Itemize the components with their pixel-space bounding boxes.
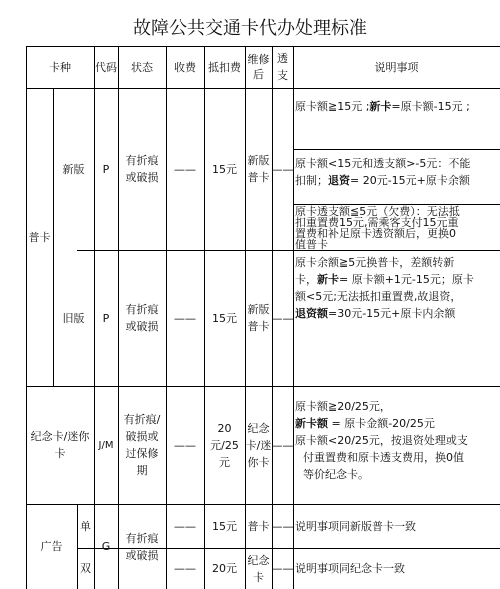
code-old: P bbox=[102, 311, 110, 325]
overdraft-new: —— bbox=[272, 162, 293, 176]
sub-new: 新版 bbox=[62, 162, 85, 176]
header-explanation: 说明事项 bbox=[374, 60, 419, 74]
header-deduct: 抵扣费 bbox=[208, 60, 241, 74]
sub-old: 旧版 bbox=[62, 311, 85, 325]
overdraft-jinian: —— bbox=[272, 438, 293, 452]
header-code: 代码 bbox=[95, 60, 117, 74]
page-title: 故障公共交通卡代办处理标准 bbox=[133, 18, 367, 39]
header-fee: 收费 bbox=[174, 60, 196, 74]
fee-single: —— bbox=[174, 519, 196, 533]
type-guanggao: 广告 bbox=[40, 540, 63, 553]
status-guanggao: 有折痕 或破损 bbox=[125, 531, 159, 562]
header-status: 状态 bbox=[131, 60, 153, 74]
type-jinian: 纪念卡/迷你 卡 bbox=[30, 430, 90, 460]
status-jinian: 有折痕/ 破损或 过保修 期 bbox=[123, 413, 161, 477]
fee-jinian: —— bbox=[174, 438, 196, 452]
sub-double: 双 bbox=[80, 562, 91, 575]
code-jinian: J/M bbox=[98, 439, 114, 451]
overdraft-single: —— bbox=[272, 519, 293, 533]
desc-new-3: 原卡透支额≦5元（欠费）：无法抵 扣重置费15元,需乘客支付15元重 置费和补足原卡透资额后，更换0 值普卡 bbox=[295, 205, 460, 250]
status-old: 有折痕 或破损 bbox=[125, 303, 159, 333]
sub-single: 单 bbox=[80, 519, 91, 533]
overdraft-old: —— bbox=[272, 311, 293, 325]
deduct-single: 15元 bbox=[212, 519, 237, 533]
overdraft-double: —— bbox=[272, 562, 293, 575]
after-old: 新版 普卡 bbox=[247, 303, 270, 333]
code-new: P bbox=[102, 162, 110, 176]
header-card-type: 卡种 bbox=[49, 60, 71, 74]
desc-jinian: 原卡额≧20/25元， 新卡额 = 原卡金额-20/25元 原卡额<20/25元，按退资处理或支 付重置费和原卡透支费用，换0值 等价纪念卡。 bbox=[295, 400, 468, 481]
code-guanggao: G bbox=[101, 540, 111, 553]
deduct-new: 15元 bbox=[212, 162, 237, 176]
deduct-old: 15元 bbox=[212, 311, 237, 325]
deduct-jinian: 20元/25 元 bbox=[210, 421, 239, 469]
header-repair-after: 维修后 bbox=[247, 53, 270, 81]
deduct-double: 20元 bbox=[212, 562, 237, 575]
after-double: 纪念 卡 bbox=[247, 553, 270, 584]
after-single: 普卡 bbox=[247, 519, 270, 533]
after-new: 新版 普卡 bbox=[247, 154, 270, 184]
desc-old: 原卡余额≧5元换普卡，差额转新 卡，新卡= 原卡额+1元-15元；原卡 额<5元;无法抵扣重置费,故退资， 退资额=30元-15元+原卡内余额 bbox=[295, 256, 474, 320]
desc-double: 说明事项同纪念卡一致 bbox=[295, 562, 405, 575]
after-jinian: 纪念 卡/迷 你卡 bbox=[245, 421, 272, 469]
header-overdraft: 透支 bbox=[277, 52, 288, 82]
fee-old: —— bbox=[174, 311, 196, 325]
desc-single: 说明事项同新版普卡一致 bbox=[295, 519, 416, 533]
status-new: 有折痕 或破损 bbox=[125, 154, 159, 184]
group-putong: 普卡 bbox=[28, 230, 51, 244]
desc-new-2: 原卡额<15元和透支额>-5元：不能 扣制；退资= 20元-15元+原卡余额 bbox=[295, 157, 471, 187]
fee-double: —— bbox=[174, 562, 196, 575]
desc-new-1: 原卡额≧15元 ;新卡=原卡额-15元 ; bbox=[295, 100, 470, 113]
fee-table bbox=[26, 46, 500, 589]
fee-new: —— bbox=[174, 162, 196, 176]
